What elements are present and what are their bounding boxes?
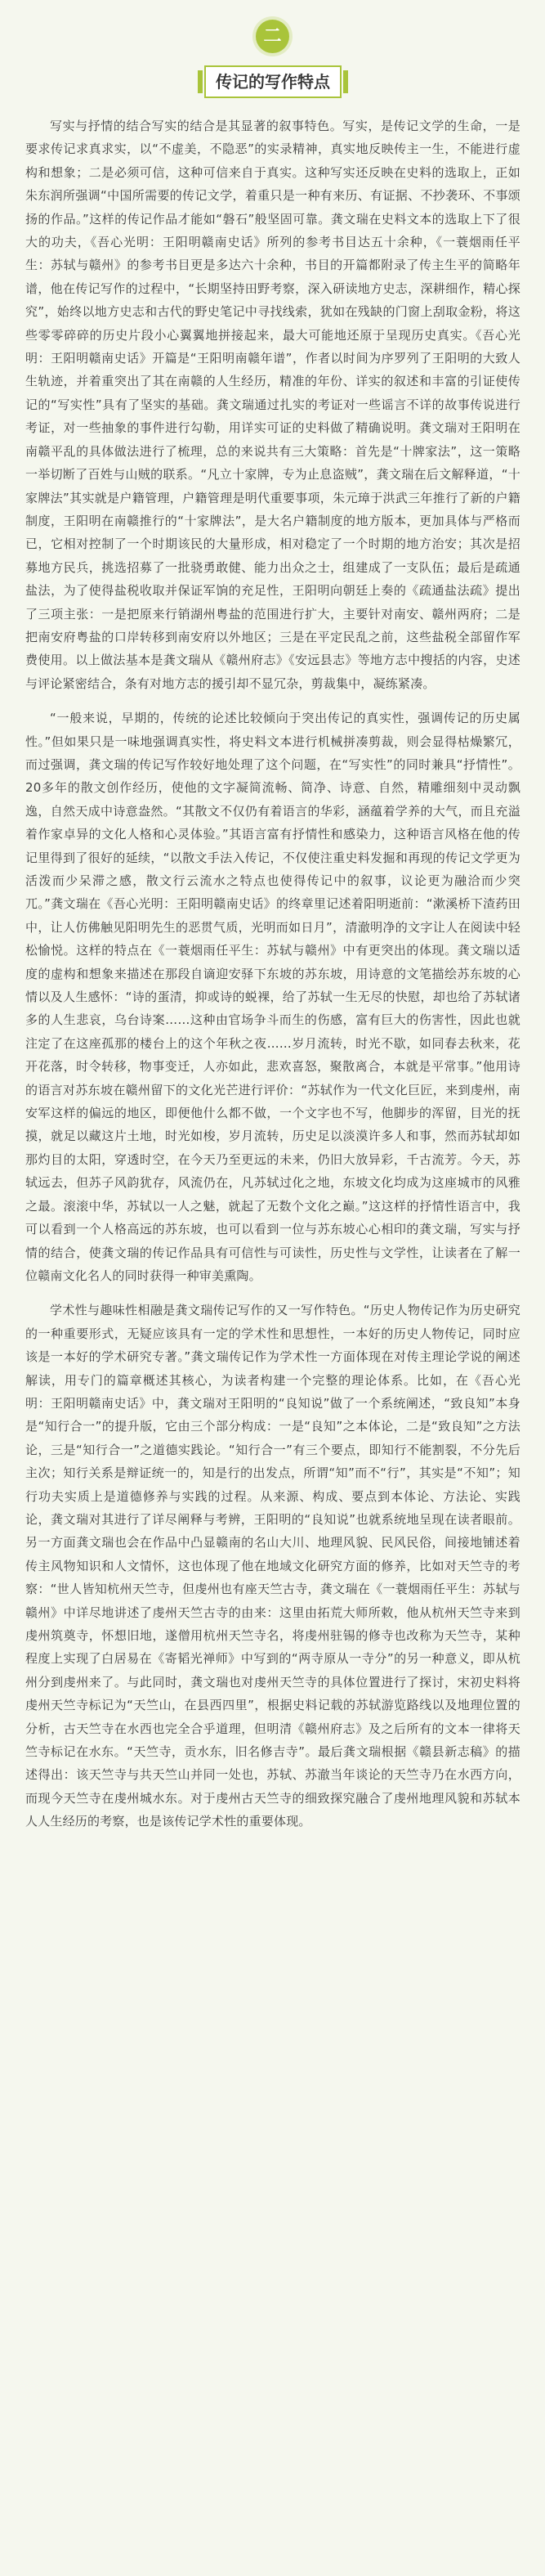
- article-body: [25, 114, 520, 2560]
- paragraph-3: 学术性与趣味性相融是龚文瑞传记写作的又一写作特色。“历史人物传记作为历史研究的一种重要形式，无疑应该具有一定的学术性和思想性，一本好的历史人物传记，同时应该是一本好的学术研究专著。”龚文瑞传记作为学术性一方面体现在对传主理论学说的阐述解读，用专门的篇章概述其核心，为读者构建一个完整的理论体系。比如，在《吾心光明：王阳明赣南史话》中，龚文瑞对王阳明的“良知说”做了一个系统阐述，“致良知”本身是“知行合一”的提升版，它由三个部分构成：一是“良知”之本体论，二是“致良知”之方法论，三是“知行合一”之道德实践论。“知行合一”有三个要点，即知行不能割裂，不分先后主次；知行关系是辩证统一的，知是行的出发点，所谓“知”而不“行”，其实是“不知”；知行功夫实质上是道德修养与实践的过程。从来源、构成、要点到本体论、方法论、实践论，龚文瑞对其进行了详尽阐释与考辨，王阳明的“良知说”也就系统地呈现在读者眼前。另一方面龚文瑞也会在作品中凸显赣南的名山大川、地理风貌、民风民俗，间接地铺述着传主风物知识和人文情怀，这也体现了他在地域文化研究方面的修养，比如对天竺寺的考察：“世人皆知杭州天竺寺，但虔州也有座天竺古寺，龚文瑞在《一蓑烟雨任平生：苏轼与赣州》中详尽地讲述了虔州天竺古寺的由来：这里由拓荒大师所敕，他从杭州天竺寺来到虔州筑奠寺，怀想旧地，遂僧用杭州天竺寺名，将虔州驻锡的修寺也改称为天竺寺，某种程度上实现了白居易在《寄韬光禅师》中写到的“两寺原从一寺分”的另一种意义，即从杭州分到虔州来了。与此同时，龚文瑞也对虔州天竺寺的具体位置进行了探讨，宋初史料将虔州天竺寺标记为“天竺山，在县西四里”，根据史料记载的苏轼游览路线以及地理位置的分析，古天竺寺在水西也完全合乎道理，但明清《赣州府志》及之后所有的文本一律将天竺寺标记在水东。“天竺寺，贡水东，旧名修吉寺”。最后龚文瑞根据《赣县新志稿》的描述得出：该天竺寺与共天竺山并同一处也，苏轼、苏澈当年谈论的天竺寺乃在水西方向，而现今天竺寺在虔州城水东。对于虔州古天竺寺的细致探究融合了虔州地理风貌和苏轼本人人生经历的考察，也是该传记学术性的重要体现。: [25, 1303, 520, 1829]
- section-title: 传记的写作特点: [204, 65, 342, 98]
- paragraph-1: 写实与抒情的结合写实的结合是其显著的叙事特色。写实，是传记文学的生命，一是要求传记求真求实，以“不虚美，不隐恶”的实录精神，真实地反映传主一生，不能进行虚构和想象；二是必须可信，这种可信来自于真实。这种写实还反映在史料的选取上，正如朱东润所强调“中国所需要的传记文学，着重只是一种有来历、有证据、不抄袭环、不事颂扬的作品。”这样的传记作品才能如“磐石”般坚固可靠。龚文瑞在史料文本的选取上下了很大的功夫，《吾心光明：王阳明赣南史话》所列的参考书目达五十余种，《一蓑烟雨任平生：苏轼与赣州》的参考书目更是多达六十余种，书目的开篇都附录了传主生平的简略年谱，他在传记写作的过程中，“长期坚持田野考察，深入研读地方史志，深耕细作，精心探究”，始终以地方史志和古代的野史笔记中寻找线索，犹如在残缺的门窗上刮取金粉，将这些零零碎碎的历史片段小心翼翼地拼接起来，最大可能地还原于呈现历史真实。《吾心光明：王阳明赣南史话》开篇是“王阳明南赣年谱”，作者以时间为序罗列了王阳明的大致人生轨迹，并着重突出了其在南赣的人生经历，精准的年份、详实的叙述和丰富的引证使传记的“写实性”具有了坚实的基础。龚文瑞通过扎实的考证对一些谣言不详的故事传说进行考证，对一些抽象的事件进行勾勒，用详实可证的史料做了精确说明。龚文瑞对王阳明在南赣平乱的具体做法进行了梳理，总的来说共有三大策略：首先是“十牌家法”，这一策略一举切断了百姓与山贼的联系。“凡立十家牌，专为止息盗贼”，龚文瑞在后文解释道，“十家牌法”其实就是户籍管理，户籍管理是明代重要事项，朱元璋于洪武三年推行了新的户籍制度，王阳明在南赣推行的“十家牌法”，是大名户籍制度的地方版本，更加具体与严格而已，它相对控制了一个时期该民的大量形成，相对稳定了一个时期的地方治安；其次是招募地方民兵，挑选招募了一批骁勇敢健、能力出众之士，组建成了一支队伍；最后是疏通盐法，为了使得盐税收取并保证军饷的充足性，王阳明向朝廷上奏的《疏通盐法疏》提出了三项主张：一是把原来行销湖州粤盐的范围进行扩大，主要针对南安、赣州两府；二是把南安府粤盐的口岸转移到南安府以外地区；三是在平定民乱之前，这些盐税全部留作军费使用。以上做法基本是龚文瑞从《赣州府志》《安远县志》等地方志中搜括的内容，史述与评论紧密结合，条有对地方志的援引却不显冗杂，剪裁集中，凝练紧凑。: [25, 119, 520, 691]
- paragraph-2: “一般来说，早期的，传统的论述比较倾向于突出传记的真实性，强调传记的历史属性。”但如果只是一味地强调真实性，将史料文本进行机械拼凑剪裁，则会显得枯燥繁冗，而过强调，龚文瑞的传记写作较好地处理了这个问题，在“写实性”的同时兼具“抒情性”。20多年的散文创作经历，使他的文字凝简流畅、简净、诗意、自然，精雕细刻中灵动飘逸，自然天成中诗意盎然。“其散文不仅仍有着语言的华彩，涵蕴着学养的大气，而且充溢着作家卓异的文化人格和心灵体验。”其语言富有抒情性和感染力，这种语言风格在他的传记里得到了很好的延续，“以散文手法入传记，不仅使注重史料发掘和再现的传记文学更为活泼而少呆滞之感，散文行云流水之特点也使得传记中的叙事，议论更为融洽而少突兀。”龚文瑞在《吾心光明：王阳明赣南史话》的终章里记述着阳明逝前：“漱溪桥下渣药田中，让人仿佛触见阳明先生的恶贯气质，光明而如日月”，清澈明净的文字让人在阅读中轻松愉悦。这样的特点在《一蓑烟雨任平生：苏轼与赣州》中有更突出的体现。龚文瑞以适度的虚构和想象来描述在那段自谪迎安驿下东坡的苏东坡，用诗意的文笔描绘苏东坡的心情以及人生感怀：“诗的蛋清，抑或诗的蜕裸，给了苏轼一生无尽的快慰，却也给了苏轼诸多的人生悲哀，乌台诗案……这种由官场争斗而生的伤感，富有巨大的伤害性，因此也就注定了在这座孤那的楼台上的这个年秋之夜……岁月流转，时光不歇，如同春去秋来，花开花落，时令转移，物事变迁，人亦如此，悲欢喜怒，聚散离合，本就是平常事。”他用诗的语言对苏东坡在赣州留下的文化光芒进行评价：“苏轼作为一代文化巨匠，来到虔州，南安军这样的偏远的地区，即便他什么都不做，一个文字也不写，他脚步的浑留，目光的抚摸，就足以藏这片土地，时光如梭，岁月流转，历史足以淡漠许多人和事，然而苏轼却如那灼目的太阳，穿透时空，在今天乃至更远的未来，仍旧大放异彩，千古流芳。今天，苏轼远去，但苏子风韵犹存，风流仍在，凡苏轼过化之地，东坡文化均成为这座城市的风雅之最。滚滚中华，苏轼以一人之魅，就起了无数个文化之巅。”这这样的抒情性语言中，我可以看到一个人格高远的苏东坡，也可以看到一位与苏东坡心心相印的龚文瑞，写实与抒情的结合，使龚文瑞的传记作品具有可信性与可读性，历史性与文学性，让读者在了解一位赣南文化名人的同时获得一种审美熏陶。: [25, 711, 520, 1283]
- section-number-badge: 二: [256, 20, 289, 53]
